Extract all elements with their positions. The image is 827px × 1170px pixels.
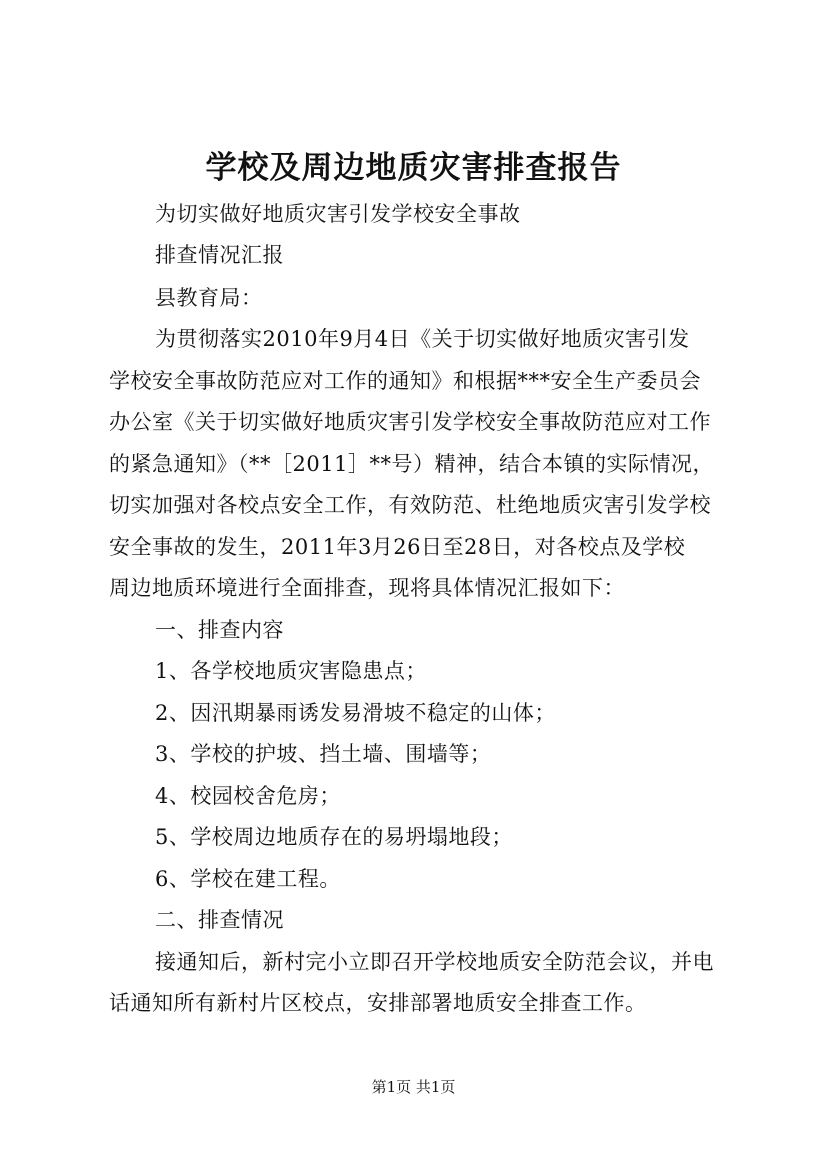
section-heading: 一、排查内容 (155, 618, 284, 642)
body-line: 为贯彻落实2010年9月4日《关于切实做好地质灾害引发 (155, 327, 690, 351)
section-heading: 二、排查情况 (155, 908, 284, 932)
body-line: 排查情况汇报 (155, 243, 284, 267)
list-item: 5、学校周边地质存在的易坍塌地段； (155, 825, 513, 849)
list-item: 1、各学校地质灾害隐患点； (155, 659, 427, 683)
body-line: 县教育局： (155, 286, 263, 310)
body-line: 安全事故的发生，2011年3月26日至28日，对各校点及学校 (109, 535, 686, 559)
body-line: 学校安全事故防范应对工作的通知》和根据***安全生产委员会 (109, 369, 701, 393)
list-item: 4、校园校舍危房； (155, 784, 341, 808)
list-item: 6、学校在建工程。 (155, 867, 341, 891)
body-line: 话通知所有新村片区校点，安排部署地质安全排查工作。 (109, 991, 647, 1015)
list-item: 3、学校的护坡、挡土墙、围墙等； (155, 742, 492, 766)
body-line: 周边地质环境进行全面排查，现将具体情况汇报如下： (109, 576, 625, 600)
body-line: 的紧急通知》（**［2011］**号）精神，结合本镇的实际情况， (109, 452, 714, 476)
document-title: 学校及周边地质灾害排查报告 (205, 150, 622, 186)
page-number-footer: 第1页 共1页 (371, 1078, 456, 1096)
body-line: 为切实做好地质灾害引发学校安全事故 (155, 202, 521, 226)
list-item: 2、因汛期暴雨诱发易滑坡不稳定的山体； (155, 701, 556, 725)
body-line: 接通知后，新村完小立即召开学校地质安全防范会议，并电 (155, 950, 714, 974)
body-line: 办公室《关于切实做好地质灾害引发学校安全事故防范应对工作 (109, 410, 711, 434)
body-line: 切实加强对各校点安全工作，有效防范、杜绝地质灾害引发学校 (109, 493, 711, 517)
